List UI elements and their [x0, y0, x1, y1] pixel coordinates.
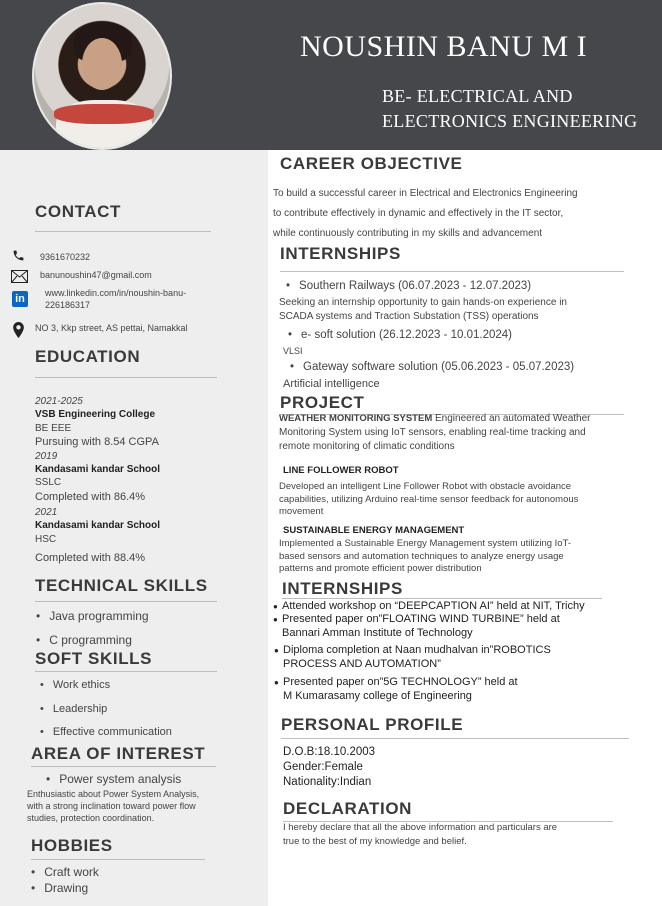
phone-icon	[11, 248, 25, 262]
soft-skill-item: • Leadership	[40, 703, 107, 715]
edu-degree: HSC	[35, 534, 57, 545]
project-weather	[279, 412, 591, 454]
declaration-text	[283, 821, 557, 849]
project-line	[279, 412, 591, 426]
activity-line: PROCESS AND AUTOMATION”	[283, 658, 441, 670]
area-of-interest-rule	[31, 766, 216, 767]
linkedin-url[interactable]	[45, 287, 186, 311]
degree-line: ELECTRONICS ENGINEERING	[382, 111, 638, 131]
declaration-line: I hereby declare that all the above information and particulars are	[283, 822, 558, 833]
technical-skills-rule	[35, 601, 217, 602]
degree-line: BE- ELECTRICAL AND	[382, 86, 573, 106]
contact-title: CONTACT	[35, 202, 122, 221]
address: NO 3, Kkp street, AS pettai, Namakkal	[35, 323, 188, 333]
project-title: PROJECT	[280, 393, 365, 412]
project-line: Monitoring System using IoT sensors, enabling real-time tracking and	[279, 427, 586, 438]
personal-profile-title: PERSONAL PROFILE	[281, 715, 464, 734]
activity-line: ● Presented paper on”5G TECHNOLOGY” held at	[283, 676, 518, 688]
phone-number[interactable]: 9361670232	[40, 252, 91, 262]
soft-skill-item: • Work ethics	[40, 679, 110, 691]
edu-degree: SSLC	[35, 477, 62, 488]
internship-desc-line: Seeking an internship opportunity to gain hands-on experience in	[279, 297, 567, 308]
interest-item: • Power system analysis	[46, 772, 181, 786]
internship-description: VLSI	[283, 346, 303, 356]
declaration-title: DECLARATION	[283, 799, 413, 818]
internship-name: • e- soft solution (26.12.2023 - 10.01.2024)	[288, 329, 512, 341]
activity-item	[283, 675, 518, 703]
edu-school: Kandasami kandar School	[35, 520, 161, 531]
project-line: Implemented a Sustainable Energy Management system utilizing IoT-	[279, 538, 572, 549]
edu-years: 2019	[35, 451, 58, 462]
area-of-interest-title: AREA OF INTEREST	[31, 744, 206, 763]
activity-line: ● Presented paper on”FLOATING WIND TURBINE” held at	[282, 613, 560, 625]
project-name: WEATHER MONITORING SYSTEM	[279, 413, 433, 424]
project-name: SUSTAINABLE ENERGY MANAGEMENT	[283, 525, 465, 536]
skill-item: • C programming	[36, 633, 132, 647]
project-line: patterns and promote efficient power distribution	[279, 563, 482, 574]
interest-description	[27, 788, 199, 824]
activity-line: ● Diploma completion at Naan mudhalvan in”ROBOTICS	[283, 644, 551, 656]
personal-details	[283, 745, 375, 790]
email-address[interactable]: banunoushin47@gmail.com	[40, 270, 152, 280]
activity-item: ● Attended workshop on “DEEPCAPTION AI” held at NIT, Trichy	[282, 599, 585, 613]
internships-rule	[280, 271, 624, 272]
activity-line: M Kumarasamy college of Engineering	[283, 690, 472, 702]
photo-scarf	[54, 104, 154, 124]
hobbies-title: HOBBIES	[31, 836, 113, 855]
edu-result: Completed with 88.4%	[35, 552, 146, 564]
internships-title: INTERNSHIPS	[280, 244, 401, 263]
contact-rule	[35, 231, 211, 232]
edu-years: 2021-2025	[35, 396, 83, 407]
dob: D.O.B:18.10.2003	[283, 746, 376, 758]
activity-item	[283, 643, 551, 671]
project-line-rest: Engineered an automated Weather	[432, 413, 591, 424]
edu-result: Pursuing with 8.54 CGPA	[35, 436, 159, 448]
declaration-line: true to the best of my knowledge and belief.	[283, 836, 467, 847]
hobby-item: • Craft work	[31, 865, 99, 879]
edu-school: Kandasami kandar School	[35, 464, 161, 475]
technical-skills-title: TECHNICAL SKILLS	[35, 576, 208, 595]
career-objective-title: CAREER OBJECTIVE	[280, 154, 463, 173]
project-name: LINE FOLLOWER ROBOT	[283, 465, 399, 476]
project-line: based sensors and automation techniques to analyze energy usage	[279, 550, 564, 562]
gender: Gender:Female	[283, 761, 363, 773]
header-band	[0, 0, 662, 150]
internship-desc-line: SCADA systems and Traction Substation (TSS) operations	[279, 311, 539, 322]
internship-description	[279, 296, 567, 324]
edu-school: VSB Engineering College	[35, 409, 156, 420]
interest-line: studies, protection coordination.	[27, 813, 155, 823]
project-energy	[279, 538, 571, 576]
skill-item: • Java programming	[36, 609, 149, 623]
linkedin-icon: in	[12, 291, 28, 307]
activity-line: Bannari Amman Institute of Technology	[282, 627, 473, 639]
linkedin-line: 226186317	[45, 300, 91, 310]
soft-skills-title: SOFT SKILLS	[35, 649, 153, 668]
location-icon	[12, 321, 24, 338]
personal-profile-rule	[281, 738, 629, 739]
edu-degree: BE EEE	[35, 423, 72, 434]
objective-line: To build a successful career in Electrical and Electronics Engineering	[273, 188, 578, 199]
hobby-item: • Drawing	[31, 881, 88, 895]
objective-line: while continuously contributing in my skills and advancement	[273, 228, 543, 239]
linkedin-line: www.linkedin.com/in/noushin-banu-	[45, 288, 187, 298]
candidate-name: NOUSHIN BANU M I	[300, 30, 588, 63]
career-objective-text	[273, 184, 578, 244]
internship-name: • Gateway software solution (05.06.2023 - 05.07.2023)	[290, 361, 574, 373]
interest-line: with a strong inclination toward power flow	[27, 801, 196, 811]
candidate-degree	[382, 84, 637, 134]
internship-description: Artificial intelligence	[283, 378, 380, 390]
soft-skills-rule	[35, 671, 217, 672]
soft-skill-item: • Effective communication	[40, 726, 172, 738]
edu-result: Completed with 86.4%	[35, 491, 146, 503]
internship-name: • Southern Railways (06.07.2023 - 12.07.2023)	[286, 280, 531, 292]
project-line: Developed an intelligent Line Follower Robot with obstacle avoidance	[279, 481, 572, 492]
education-rule	[35, 377, 217, 378]
internships2-title: INTERNSHIPS	[282, 579, 403, 598]
activity-item	[282, 612, 560, 640]
objective-line: to contribute effectively in dynamic and effectively in the IT sector,	[273, 208, 564, 219]
nationality: Nationality:Indian	[283, 776, 372, 788]
project-line: movement	[279, 506, 324, 517]
interest-line: Enthusiastic about Power System Analysis,	[27, 789, 200, 799]
email-icon	[11, 270, 28, 283]
project-line: capabilities, utilizing Arduino real-time sensor feedback for autonomous	[279, 493, 579, 505]
hobbies-rule	[31, 859, 205, 860]
education-title: EDUCATION	[35, 347, 141, 366]
profile-photo	[32, 2, 172, 150]
project-line-follower	[279, 481, 578, 519]
edu-years: 2021	[35, 507, 58, 518]
photo-face	[82, 38, 122, 90]
project-line: remote monitoring of climatic conditions	[279, 441, 455, 452]
